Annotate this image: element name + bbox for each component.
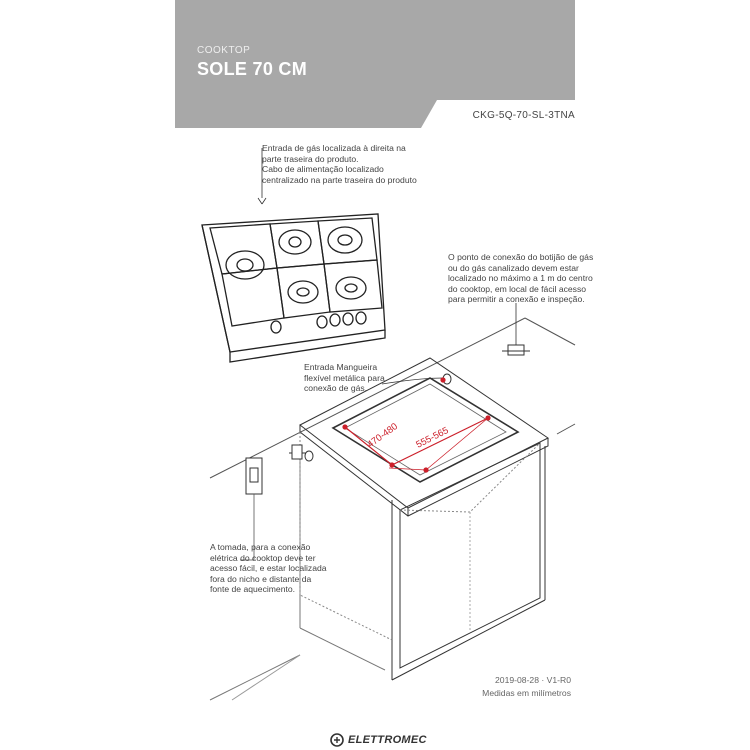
note-line: Cabo de alimentação localizado [262,164,384,175]
note-line: acesso fácil, e estar localizada [210,563,327,574]
cooktop-product [202,214,385,362]
wall-gas-pipe-icon [292,445,302,459]
note-line: localizado no máximo a 1 m do centro [448,273,593,284]
units-note: Medidas em milímetros [482,688,571,698]
depth-dimension-label: 470-480 [365,421,400,451]
note-line: fonte de aquecimento. [210,584,296,595]
cabinet-niche [400,443,540,668]
gas-point-note [448,252,618,305]
note-line: Entrada de gás localizada à direita na [262,143,406,153]
note-line: fora do nicho e distante da [210,573,312,584]
note-line: A tomada, para a conexão [210,542,311,552]
brand-name: ELETTROMEC [348,734,427,746]
note-line: para permitir a conexão e inspeção. [448,294,585,305]
note-line: ou do gás canalizado devem estar [448,262,579,273]
note-line: parte traseira do produto. [262,153,359,164]
width-dimension-label: 555-565 [414,425,451,451]
note-line: Entrada Mangueira [304,362,378,372]
note-line: elétrica do cooktop deve ter [210,552,316,563]
gas-valve-icon [508,345,524,355]
note-line: centralizado na parte traseira do produto [262,174,417,185]
brand-logo [330,732,427,748]
model-code: CKG-5Q-70-SL-3TNA [472,110,575,121]
gas-inlet-note [262,143,442,185]
note-line: conexão de gás. [304,383,368,394]
note-line: do cooktop, em local de fácil acesso [448,283,587,294]
category-label: COOKTOP [197,45,251,56]
note-line: flexível metálica para [304,372,385,383]
elettromec-logo-icon [330,733,344,747]
note-line: O ponto de conexão do botijão de gás [448,252,594,262]
date-version: 2019-08-28 · V1-R0 [495,675,571,685]
product-title: SOLE 70 CM [197,59,308,79]
socket-note [210,542,330,595]
hose-note [304,362,404,394]
